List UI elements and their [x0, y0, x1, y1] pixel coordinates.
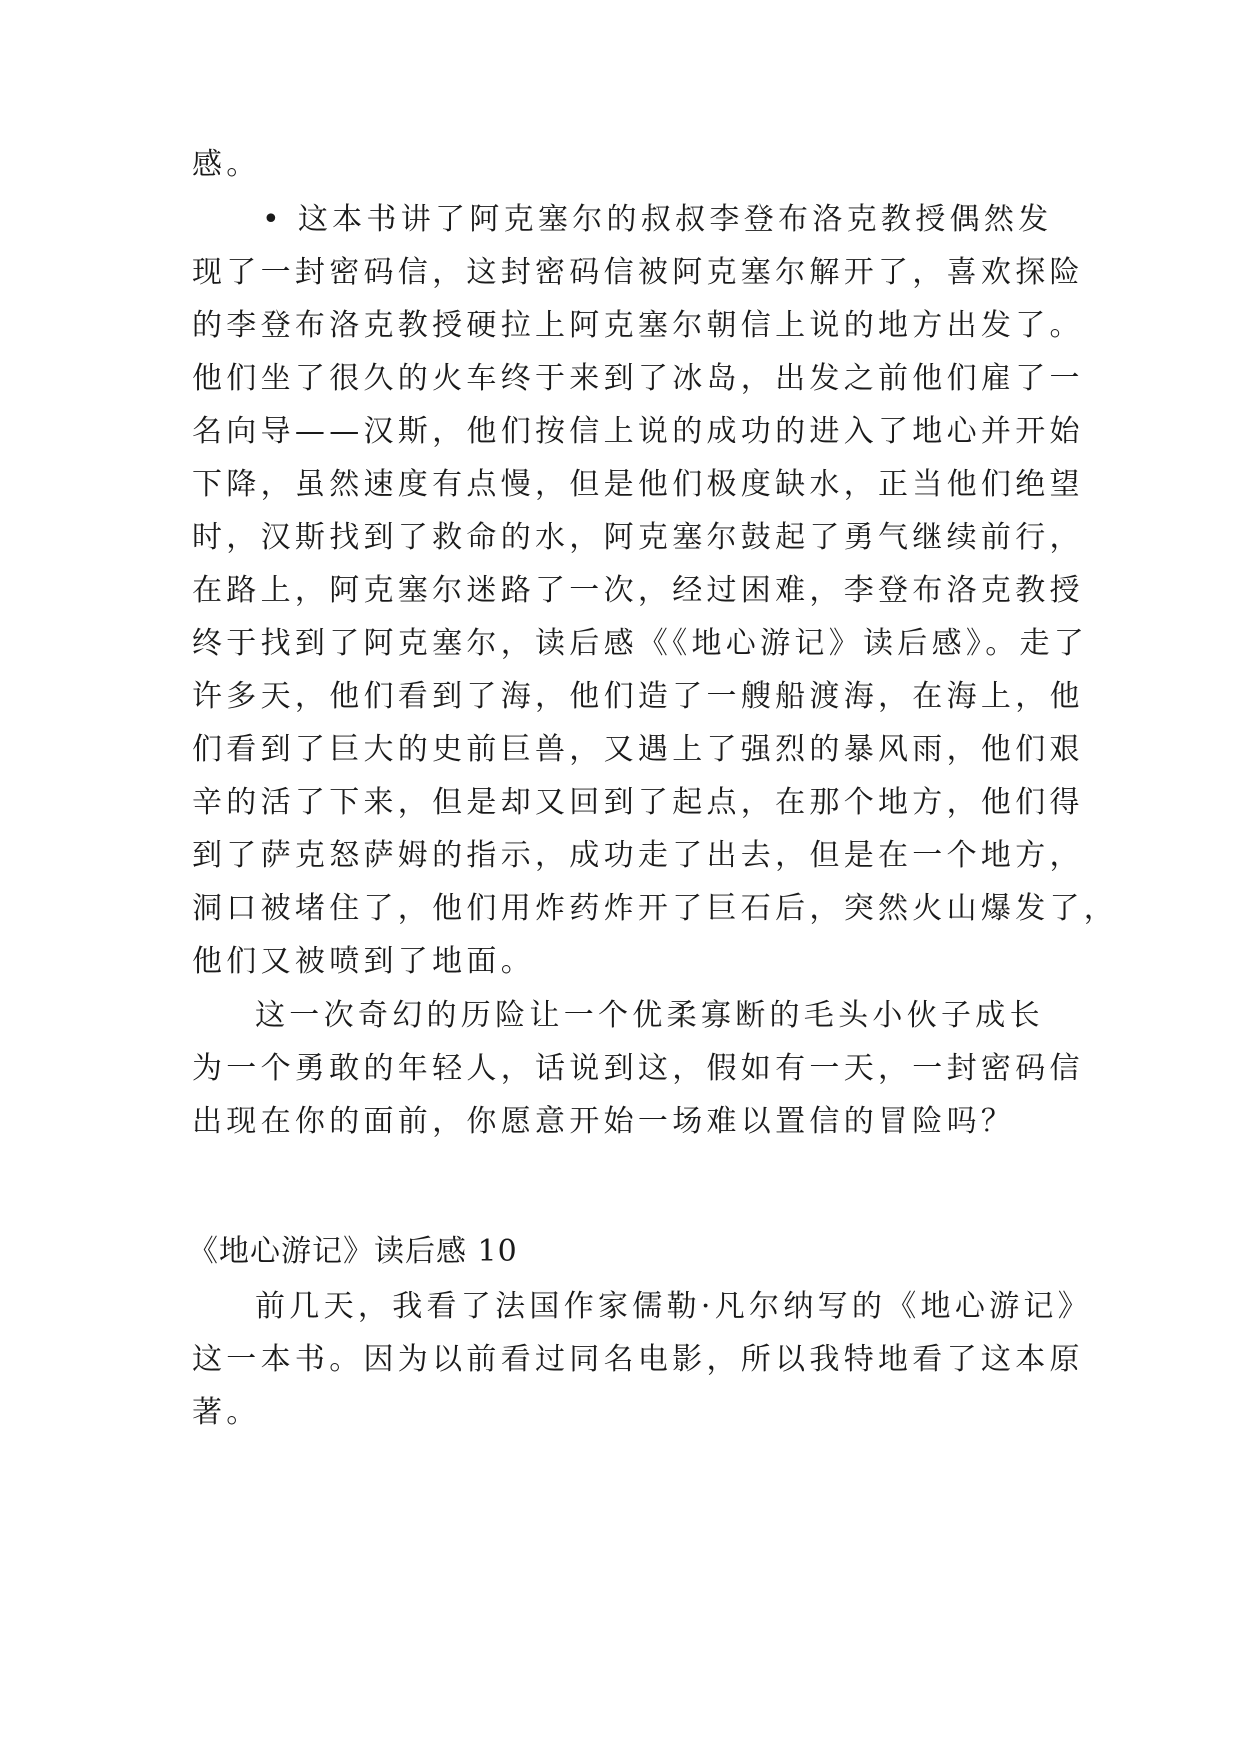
paragraph-line: 许多天，他们看到了海，他们造了一艘船渡海，在海上，他 [192, 679, 1084, 714]
paragraph-line: 的李登布洛克教授硬拉上阿克塞尔朝信上说的地方出发了。 [192, 308, 1084, 343]
paragraph-line: 到了萨克怒萨姆的指示，成功走了出去，但是在一个地方， [192, 838, 1084, 873]
section-heading: 《地心游记》读后感 10 [188, 1234, 518, 1269]
paragraph-line: 现了一封密码信，这封密码信被阿克塞尔解开了，喜欢探险 [192, 255, 1084, 290]
paragraph-line: 前几天，我看了法国作家儒勒·凡尔纳写的《地心游记》 [255, 1289, 1093, 1324]
paragraph-line: 名向导——汉斯，他们按信上说的成功的进入了地心并开始 [192, 414, 1084, 449]
paragraph-line: 时，汉斯找到了救命的水，阿克塞尔鼓起了勇气继续前行， [192, 520, 1084, 555]
paragraph-line: • 这本书讲了阿克塞尔的叔叔李登布洛克教授偶然发 [262, 202, 1053, 237]
paragraph-line: 著。 [192, 1395, 261, 1430]
paragraph-line: 在路上，阿克塞尔迷路了一次，经过困难，李登布洛克教授 [192, 573, 1084, 608]
paragraph-line: 终于找到了阿克塞尔，读后感《《地心游记》读后感》。走了 [192, 626, 1089, 661]
paragraph-line: 洞口被堵住了，他们用炸药炸开了巨石后，突然火山爆发了， [192, 891, 1119, 926]
paragraph-line: 们看到了巨大的史前巨兽，又遇上了强烈的暴风雨，他们艰 [192, 732, 1084, 767]
paragraph-line: 为一个勇敢的年轻人，话说到这，假如有一天，一封密码信 [192, 1051, 1084, 1086]
paragraph-line: 这一次奇幻的历险让一个优柔寡断的毛头小伙子成长 [255, 998, 1044, 1033]
paragraph-line: 他们坐了很久的火车终于来到了冰岛，出发之前他们雇了一 [192, 361, 1084, 396]
opening-line: 感。 [192, 147, 261, 182]
paragraph-line: 下降，虽然速度有点慢，但是他们极度缺水，正当他们绝望 [192, 467, 1084, 502]
paragraph-line: 这一本书。因为以前看过同名电影，所以我特地看了这本原 [192, 1342, 1084, 1377]
paragraph-line: 他们又被喷到了地面。 [192, 944, 535, 979]
paragraph-line: 出现在你的面前，你愿意开始一场难以置信的冒险吗？ [192, 1104, 1016, 1139]
paragraph-line: 辛的活了下来，但是却又回到了起点，在那个地方，他们得 [192, 785, 1084, 820]
